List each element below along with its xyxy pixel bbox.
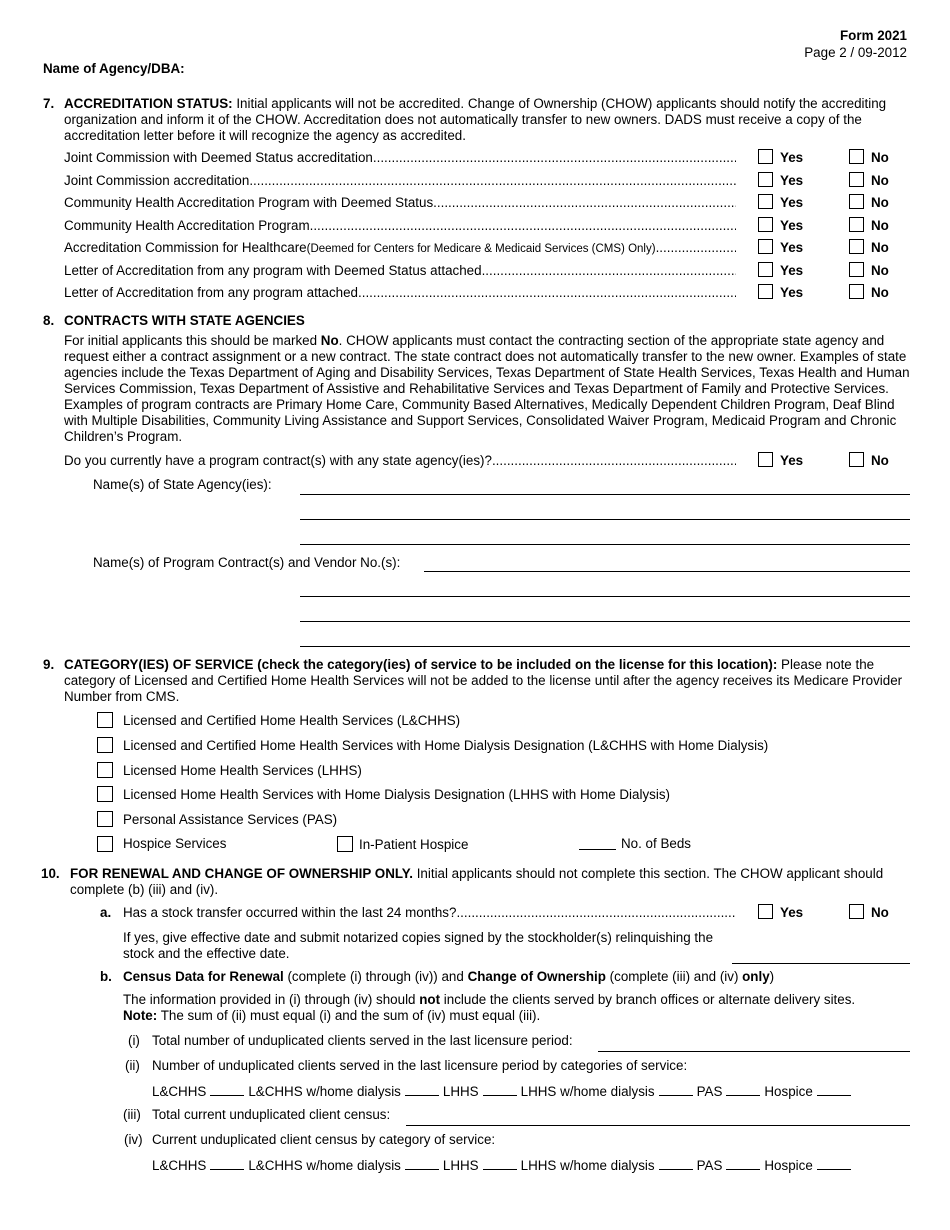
item-i-line[interactable] [598, 1051, 910, 1052]
category-count-blank[interactable] [817, 1157, 851, 1170]
effective-date-line[interactable] [732, 963, 910, 964]
stock-transfer-note: If yes, give effective date and submit notarized copies signed by the stockholder(s) relinquishing the stock and the effective date. [123, 930, 714, 961]
section-7-number: 7. [43, 96, 55, 111]
section-8-title: CONTRACTS WITH STATE AGENCIES [64, 313, 305, 328]
category-count-blank[interactable] [210, 1083, 244, 1096]
service-checkbox[interactable] [97, 737, 113, 753]
agency-name-label: Name of Agency/DBA: [43, 61, 185, 76]
accreditation-row: Joint Commission with Deemed Status accreditation ..... [64, 150, 736, 166]
service-label: Personal Assistance Services (PAS) [123, 812, 338, 827]
state-agency-line-2[interactable] [300, 519, 910, 520]
item-a-letter: a. [100, 905, 112, 920]
section-8-body: For initial applicants this should be marked No. CHOW applicants must contact the contracting section of the appropriate state agency and request either a contract assignment or a new contract. The state contract does not automatically transfer to the new owner. Examples of state agencies include the Texas Department of Aging and Disability Services, Texas Department of State Health Services, Texas Health and Human Services Commission, Texas Department of Assistive and Rehabilitative Services and Texas Department of Family and Protective Services. Examples of program contracts are Primary Home Care, Community Based Alternatives, Medically Dependent Children Program, Deaf Blind with Multiple Disabilities, Community Living Assistance and Support Services, Consolidated Waiver Program, Medicaid Program and Chronic Children’s Program. [64, 333, 910, 444]
stock-yes-label: Yes [780, 905, 804, 920]
form-number: Form 2021 [840, 28, 907, 43]
service-checkbox[interactable] [97, 811, 113, 827]
accreditation-no-checkbox[interactable] [849, 149, 864, 164]
beds-label: No. of Beds [621, 836, 691, 851]
program-contract-line-1[interactable] [424, 571, 910, 572]
accreditation-no-label: No [871, 240, 889, 255]
accreditation-no-checkbox[interactable] [849, 239, 864, 254]
category-count-blank[interactable] [405, 1083, 439, 1096]
category-count-blank[interactable] [659, 1157, 693, 1170]
accreditation-yes-checkbox[interactable] [758, 262, 773, 277]
service-label: Licensed and Certified Home Health Services with Home Dialysis Designation (L&CHHS with Home Dialysis) [123, 738, 769, 753]
accreditation-no-label: No [871, 218, 889, 233]
accreditation-yes-checkbox[interactable] [758, 149, 773, 164]
accreditation-no-checkbox[interactable] [849, 172, 864, 187]
accreditation-no-checkbox[interactable] [849, 262, 864, 277]
state-agency-line-3[interactable] [300, 544, 910, 545]
accreditation-row: Letter of Accreditation from any program with Deemed Status attached ..... [64, 263, 736, 279]
section-10-intro: FOR RENEWAL AND CHANGE OF OWNERSHIP ONLY. Initial applicants should not complete this section. The CHOW applicant should complete (b) (iii) and (iv). [70, 866, 884, 897]
item-iv-number: (iv) [124, 1132, 143, 1147]
item-iii-line[interactable] [406, 1125, 910, 1126]
category-count-blank[interactable] [726, 1157, 760, 1170]
accreditation-no-label: No [871, 173, 889, 188]
category-label: Hospice [764, 1084, 813, 1099]
item-iv-label: Current unduplicated client census by category of service: [152, 1132, 496, 1147]
accreditation-yes-checkbox[interactable] [758, 172, 773, 187]
section-10-number: 10. [41, 866, 60, 881]
item-iii-label: Total current unduplicated client census: [152, 1107, 391, 1122]
section-7-intro: ACCREDITATION STATUS: Initial applicants will not be accredited. Change of Ownership (CHOW) applicants should notify the accrediting organization and inform it of the CHOW. Accreditation does not automatically transfer to new owners. DADS must receive a copy of the accreditation letter before it will recognize the agency as accredited. [64, 96, 887, 143]
contract-question-row: Do you currently have a program contract(s) with any state agency(ies)? ..... [64, 453, 736, 469]
section-9-number: 9. [43, 657, 55, 672]
stock-yes-checkbox[interactable] [758, 904, 773, 919]
service-checkbox[interactable] [97, 762, 113, 778]
category-label: PAS [696, 1084, 723, 1099]
accreditation-yes-label: Yes [780, 150, 804, 165]
census-info: The information provided in (i) through (iv) should not include the clients served by branch offices or alternate delivery sites. Note: The sum of (ii) must equal (i) and the sum of (iv) must equal (iii). [123, 992, 856, 1023]
stock-transfer-row: Has a stock transfer occurred within the last 24 months? ..... [123, 905, 736, 921]
program-contract-line-2[interactable] [300, 596, 910, 597]
accreditation-no-label: No [871, 195, 889, 210]
category-label: L&CHHS [152, 1158, 207, 1173]
item-iii-number: (iii) [123, 1107, 141, 1122]
item-i-number: (i) [128, 1033, 140, 1048]
category-count-blank[interactable] [210, 1157, 244, 1170]
inpatient-hospice-checkbox[interactable] [337, 836, 353, 852]
contract-yes-checkbox[interactable] [758, 452, 773, 467]
accreditation-no-checkbox[interactable] [849, 194, 864, 209]
section-8-number: 8. [43, 313, 55, 328]
service-label: Licensed Home Health Services with Home Dialysis Designation (LHHS with Home Dialysis) [123, 787, 670, 802]
state-agency-line-1[interactable] [300, 494, 910, 495]
category-label: LHHS [442, 1158, 479, 1173]
accreditation-no-label: No [871, 150, 889, 165]
category-count-blank[interactable] [659, 1083, 693, 1096]
category-label: LHHS [442, 1084, 479, 1099]
inpatient-hospice-label: In-Patient Hospice [359, 837, 469, 852]
category-label: LHHS w/home dialysis [520, 1158, 655, 1173]
category-label: L&CHHS w/home dialysis [248, 1084, 401, 1099]
category-count-blank[interactable] [483, 1157, 517, 1170]
accreditation-row: Joint Commission accreditation ..... [64, 173, 736, 189]
item-iv-categories [152, 1157, 855, 1174]
accreditation-row: Accreditation Commission for Healthcare (Deemed for Centers for Medicare & Medicaid Services (CMS) Only) ..... [64, 240, 736, 257]
accreditation-row: Community Health Accreditation Program ..... [64, 218, 736, 234]
accreditation-yes-checkbox[interactable] [758, 284, 773, 299]
item-ii-label: Number of unduplicated clients served in the last licensure period by categories of service: [152, 1058, 688, 1073]
accreditation-no-checkbox[interactable] [849, 284, 864, 299]
stock-no-checkbox[interactable] [849, 904, 864, 919]
stock-no-label: No [871, 905, 889, 920]
accreditation-row: Community Health Accreditation Program with Deemed Status ..... [64, 195, 736, 211]
accreditation-row: Letter of Accreditation from any program attached ..... [64, 285, 736, 301]
accreditation-note: (Deemed for Centers for Medicare & Medicaid Services (CMS) Only) [306, 243, 656, 255]
section-9-intro: CATEGORY(IES) OF SERVICE (check the category(ies) of service to be included on the license for this location): Please note the category of Licensed and Certified Home Health Services will not be added to the license until after the agency receives its Medicare Provider Number from CMS. [64, 657, 903, 704]
category-count-blank[interactable] [483, 1083, 517, 1096]
accreditation-yes-label: Yes [780, 240, 804, 255]
program-contract-line-3[interactable] [300, 621, 910, 622]
category-label: PAS [696, 1158, 723, 1173]
category-label: LHHS w/home dialysis [520, 1084, 655, 1099]
accreditation-yes-label: Yes [780, 218, 804, 233]
accreditation-yes-checkbox[interactable] [758, 194, 773, 209]
category-count-blank[interactable] [405, 1157, 439, 1170]
hospice-label: Hospice Services [123, 836, 227, 851]
accreditation-no-label: No [871, 263, 889, 278]
service-checkbox[interactable] [97, 786, 113, 802]
item-i-label: Total number of unduplicated clients served in the last licensure period: [152, 1033, 573, 1048]
category-label: Hospice [764, 1158, 813, 1173]
accreditation-yes-label: Yes [780, 173, 804, 188]
accreditation-yes-checkbox[interactable] [758, 217, 773, 232]
program-contract-label: Name(s) of Program Contract(s) and Vendor No.(s): [93, 555, 401, 570]
page-number: Page 2 / 09-2012 [804, 45, 907, 60]
accreditation-no-checkbox[interactable] [849, 217, 864, 232]
census-heading: Census Data for Renewal (complete (i) through (iv)) and Change of Ownership (complete (iii) and (iv) only) [123, 969, 775, 984]
category-count-blank[interactable] [817, 1083, 851, 1096]
contract-no-checkbox[interactable] [849, 452, 864, 467]
item-ii-categories [152, 1083, 855, 1100]
contract-no-label: No [871, 453, 889, 468]
beds-blank[interactable] [579, 849, 616, 850]
item-b-letter: b. [100, 969, 112, 984]
accreditation-no-label: No [871, 285, 889, 300]
category-count-blank[interactable] [726, 1083, 760, 1096]
accreditation-yes-label: Yes [780, 263, 804, 278]
service-label: Licensed and Certified Home Health Services (L&CHHS) [123, 713, 461, 728]
item-ii-number: (ii) [125, 1058, 140, 1073]
accreditation-yes-label: Yes [780, 195, 804, 210]
category-label: L&CHHS [152, 1084, 207, 1099]
accreditation-yes-checkbox[interactable] [758, 239, 773, 254]
program-contract-line-4[interactable] [300, 646, 910, 647]
hospice-checkbox[interactable] [97, 836, 113, 852]
state-agency-label: Name(s) of State Agency(ies): [93, 477, 272, 492]
accreditation-yes-label: Yes [780, 285, 804, 300]
service-checkbox[interactable] [97, 712, 113, 728]
service-label: Licensed Home Health Services (LHHS) [123, 763, 362, 778]
category-label: L&CHHS w/home dialysis [248, 1158, 401, 1173]
contract-yes-label: Yes [780, 453, 804, 468]
